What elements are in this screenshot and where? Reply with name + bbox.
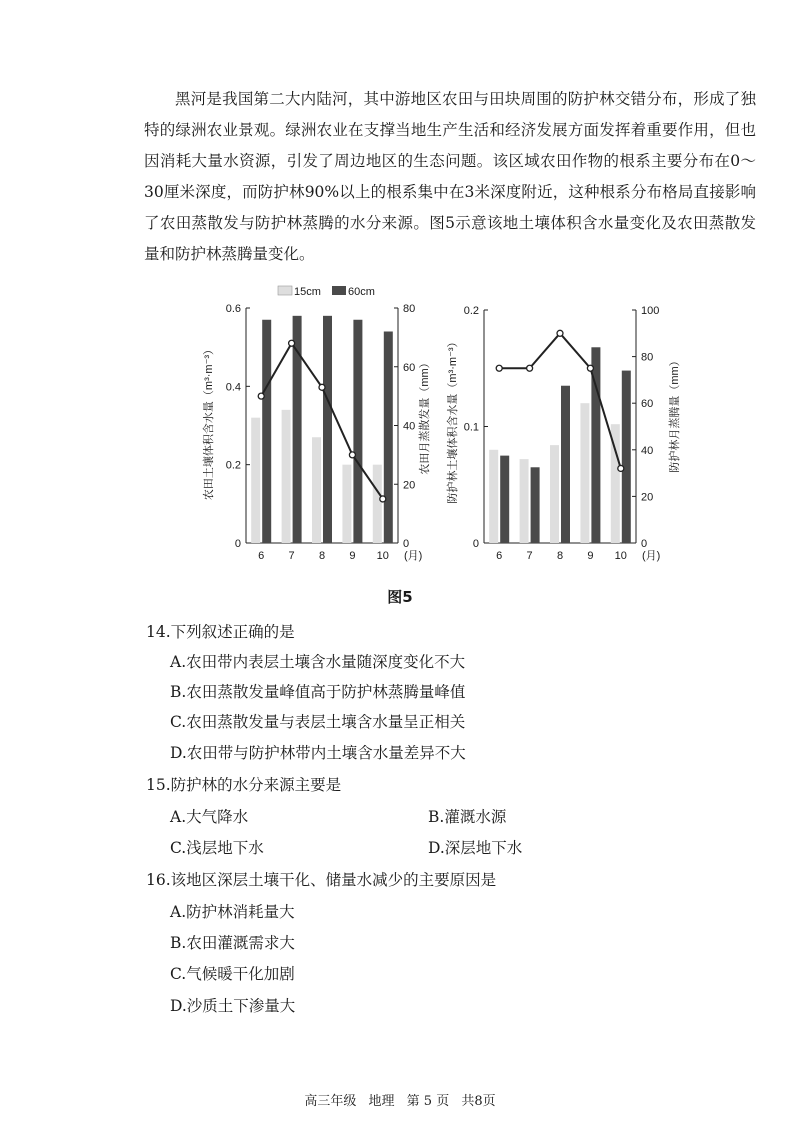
passage (144, 84, 756, 270)
bar-15cm-9 (580, 403, 589, 543)
shelterbelt-chart (438, 290, 696, 574)
q15-option-b[interactable]: B.灌溉水源 (428, 808, 507, 826)
right-tick-label: 20 (641, 491, 654, 504)
farmland-chart (196, 282, 431, 576)
legend-label-60cm: 60cm (348, 286, 375, 298)
legend-label-15cm: 15cm (294, 286, 321, 298)
right-tick-label: 60 (403, 361, 416, 374)
bar-15cm-6 (251, 418, 260, 543)
bar-15cm-6 (489, 450, 498, 543)
chart-legend (278, 286, 375, 298)
bar-60cm-9 (353, 320, 362, 543)
x-tick-label: 7 (288, 550, 295, 562)
bar-15cm-7 (282, 410, 291, 543)
line-point (258, 393, 264, 399)
x-tick-label: 10 (614, 550, 627, 562)
left-tick-label: 0.4 (225, 381, 241, 394)
q15-option-a[interactable]: A.大气降水 (170, 808, 249, 826)
footer-total: 共8页 (461, 1094, 496, 1109)
right-tick-label: 60 (641, 398, 654, 411)
question-stem: 16.该地区深层土壤干化、储量水减少的主要原因是 (146, 871, 497, 889)
series-line (261, 343, 383, 499)
legend-swatch-15cm (278, 286, 292, 295)
page-footer (0, 1090, 800, 1109)
line-point (380, 496, 386, 502)
series-line (499, 333, 621, 468)
shelterbelt-left-axis-label: 防护林土壤体积含水量（m³·m⁻³） (447, 336, 459, 504)
x-tick-label: 6 (258, 550, 265, 562)
question-stem: 14.下列叙述正确的是 (146, 623, 295, 641)
q15-option-c[interactable]: C.浅层地下水 (170, 839, 264, 857)
line-point (557, 330, 563, 336)
q14-option-a[interactable]: A.农田带内表层土壤含水量随深度变化不大 (170, 653, 466, 671)
left-tick-label: 0 (472, 538, 479, 550)
bar-60cm-8 (323, 316, 332, 543)
footer-grade: 高三年级 (304, 1094, 357, 1109)
question-16 (146, 868, 496, 890)
bar-60cm-8 (561, 386, 570, 543)
bar-15cm-8 (550, 445, 559, 543)
shelterbelt-plot-area (464, 305, 661, 562)
q14-option-b[interactable]: B.农田蒸散发量峰值高于防护林蒸腾量峰值 (170, 683, 466, 701)
left-tick-label: 0.2 (463, 305, 479, 317)
right-tick-label: 40 (641, 444, 654, 457)
q16-option-d[interactable]: D.沙质土下渗量大 (170, 997, 296, 1015)
x-tick-label: 9 (349, 550, 356, 562)
bar-60cm-6 (500, 456, 509, 543)
shelterbelt-right-axis-label: 防护林月蒸腾量（mm） (669, 355, 681, 473)
footer-page: 第 5 页 (406, 1094, 450, 1109)
legend-swatch-60cm (332, 286, 346, 295)
figure-caption: 图5 (387, 588, 413, 606)
q15-option-d[interactable]: D.深层地下水 (428, 839, 523, 857)
question-14 (146, 620, 295, 642)
line-point (319, 384, 325, 390)
farmland-left-axis-label: 农田土壤体积含水量（m³·m⁻³） (203, 343, 215, 501)
bar-15cm-8 (312, 437, 321, 543)
x-tick-label: 8 (318, 550, 326, 562)
line-point (618, 465, 624, 471)
x-tick-label: 10 (376, 550, 389, 562)
farmland-chart-svg (196, 282, 431, 572)
left-tick-label: 0 (234, 538, 241, 550)
right-tick-label: 0 (403, 538, 410, 550)
shelterbelt-chart-svg (438, 290, 696, 570)
x-tick-label: 7 (526, 550, 533, 562)
bar-60cm-6 (262, 320, 271, 543)
right-tick-label: 40 (403, 420, 416, 433)
x-tick-label: 8 (556, 550, 564, 562)
passage-text: 黑河是我国第二大内陆河，其中游地区农田与田块周围的防护林交错分布，形成了独特的绿洲农业景观。绿洲农业在支撑当地生产生活和经济发展方面发挥着重要作用，但也因消耗大量水资源，引发了周边地区的生态问题。该区域农田作物的根系主要分布在0～30厘米深度，而防护林90%以上的根系集中在3米深度附近，这种根系分布格局直接影响了农田蒸散发与防护林蒸腾的水分来源。图5示意该地土壤体积含水量变化及农田蒸散发量和防护林蒸腾量变化。 (144, 90, 756, 263)
x-axis-unit: (月) (642, 550, 661, 562)
footer-subject: 地理 (368, 1094, 395, 1109)
q14-option-c[interactable]: C.农田蒸散发量与表层土壤含水量呈正相关 (170, 713, 466, 731)
bar-15cm-7 (520, 459, 529, 543)
right-tick-label: 100 (641, 305, 660, 317)
right-tick-label: 20 (403, 479, 416, 492)
line-point (349, 452, 355, 458)
bar-60cm-10 (622, 371, 631, 543)
right-tick-label: 80 (403, 303, 416, 315)
bar-15cm-10 (373, 465, 382, 543)
left-tick-label: 0.1 (463, 421, 479, 434)
q16-option-b[interactable]: B.农田灌溉需求大 (170, 934, 295, 952)
line-point (289, 340, 295, 346)
q16-option-c[interactable]: C.气候暖干化加剧 (170, 965, 295, 983)
left-tick-label: 0.6 (225, 303, 241, 315)
x-tick-label: 6 (496, 550, 503, 562)
question-stem: 15.防护林的水分来源主要是 (146, 776, 342, 794)
question-15 (146, 773, 341, 795)
right-tick-label: 0 (641, 538, 648, 550)
q14-option-d[interactable]: D.农田带与防护林带内土壤含水量差异不大 (170, 744, 466, 762)
farmland-plot-area (226, 303, 423, 562)
bar-60cm-7 (531, 467, 540, 543)
q16-option-a[interactable]: A.防护林消耗量大 (170, 903, 295, 921)
line-point (587, 365, 593, 371)
bar-15cm-9 (342, 465, 351, 543)
left-tick-label: 0.2 (225, 459, 241, 472)
line-point (496, 365, 502, 371)
bar-60cm-10 (384, 332, 393, 544)
farmland-right-axis-label: 农田月蒸散发量（mm） (419, 357, 431, 475)
x-tick-label: 9 (587, 550, 594, 562)
line-point (527, 365, 533, 371)
x-axis-unit: (月) (404, 550, 423, 562)
right-tick-label: 80 (641, 351, 654, 364)
